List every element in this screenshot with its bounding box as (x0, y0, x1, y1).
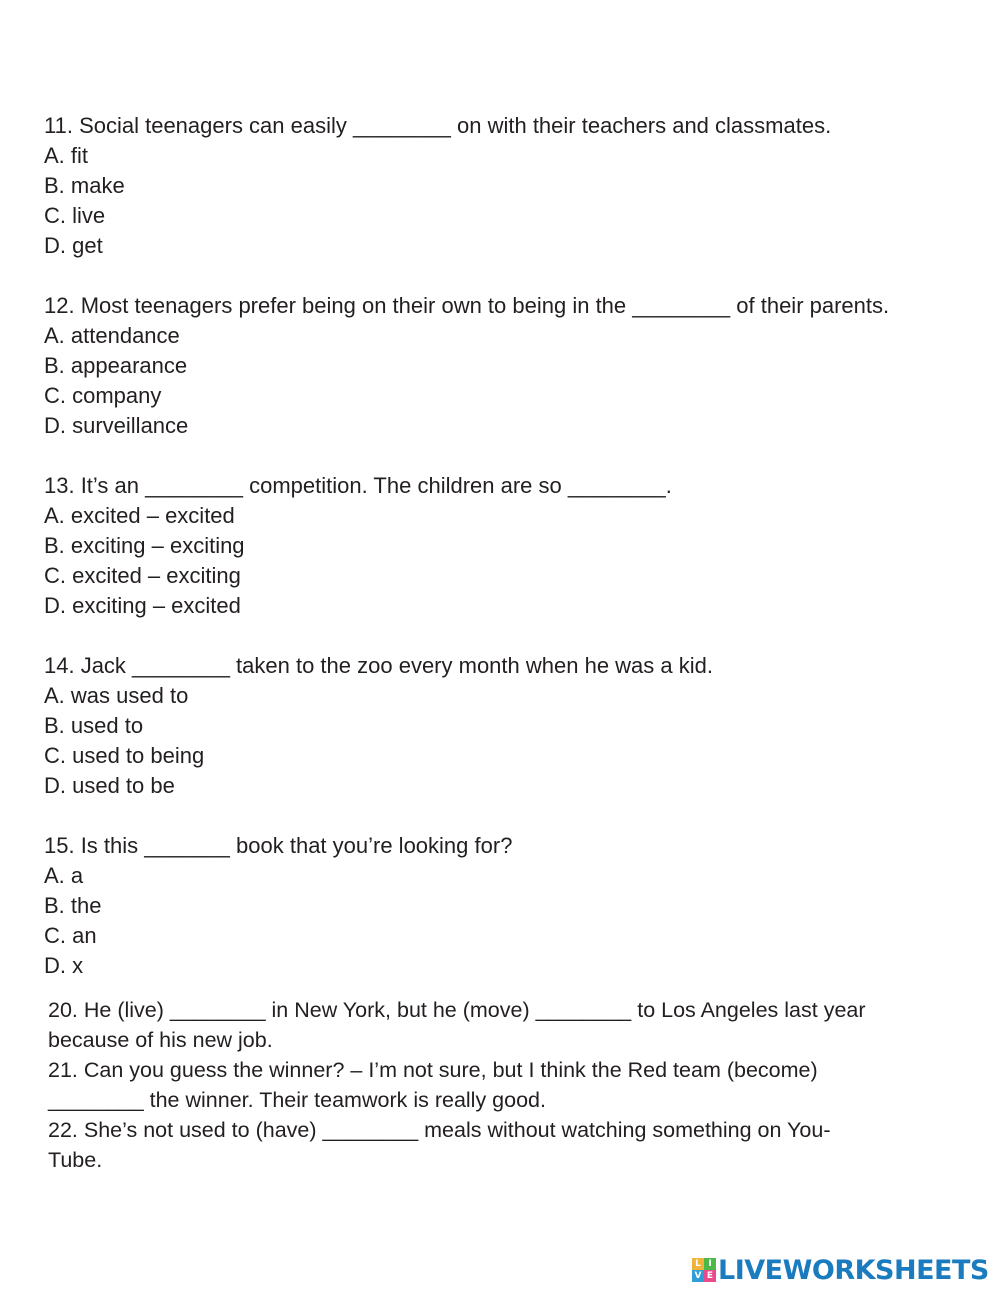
question-12 (44, 291, 989, 441)
question-14 (44, 651, 989, 801)
option-c: C. excited – exciting (44, 563, 241, 588)
question-stem: 13. It’s an ________ competition. The children are so ________. (44, 473, 672, 498)
question-21-line-1: 21. Can you guess the winner? – I’m not sure, but I think the Red team (become) (48, 1058, 818, 1082)
logo-letter-e: E (704, 1270, 716, 1282)
question-11 (44, 111, 989, 261)
worksheet (44, 111, 989, 1011)
logo-letter-v: V (692, 1270, 704, 1282)
option-b: B. used to (44, 713, 144, 738)
question-stem: 11. Social teenagers can easily ________ on with their teachers and classmates. (44, 113, 832, 138)
option-c: C. live (44, 203, 106, 228)
option-a: A. was used to (44, 683, 189, 708)
option-a: A. attendance (44, 323, 180, 348)
question-21-line-2: ________ the winner. Their teamwork is really good. (48, 1088, 546, 1112)
liveworksheets-logo-icon (692, 1258, 716, 1282)
option-c: C. company (44, 383, 162, 408)
option-d: D. exciting – excited (44, 593, 241, 618)
option-b: B. exciting – exciting (44, 533, 245, 558)
option-d: D. surveillance (44, 413, 189, 438)
option-b: B. make (44, 173, 125, 198)
brand-wordmark: LIVEWORKSHEETS (718, 1254, 989, 1286)
liveworksheets-brand (692, 1254, 989, 1286)
question-stem: 14. Jack ________ taken to the zoo every month when he was a kid. (44, 653, 713, 678)
question-stem: 15. Is this _______ book that you’re looking for? (44, 833, 513, 858)
question-15 (44, 831, 989, 981)
question-22-line-1: 22. She’s not used to (have) ________ meals without watching something on You- (48, 1118, 831, 1142)
option-b: B. appearance (44, 353, 188, 378)
verb-tense-exercise (48, 995, 908, 1175)
option-a: A. fit (44, 143, 89, 168)
option-a: A. a (44, 863, 84, 888)
option-c: C. used to being (44, 743, 205, 768)
question-stem: 12. Most teenagers prefer being on their own to being in the ________ of their parents. (44, 293, 890, 318)
option-d: D. x (44, 953, 84, 978)
option-b: B. the (44, 893, 102, 918)
option-d: D. used to be (44, 773, 175, 798)
question-13 (44, 471, 989, 621)
question-20-line-1: 20. He (live) ________ in New York, but he (move) ________ to Los Angeles last year (48, 998, 866, 1022)
question-20-line-2: because of his new job. (48, 1028, 273, 1052)
logo-letter-i: I (704, 1258, 716, 1270)
option-c: C. an (44, 923, 97, 948)
option-a: A. excited – excited (44, 503, 235, 528)
option-d: D. get (44, 233, 103, 258)
logo-letter-l: L (692, 1258, 704, 1270)
question-22-line-2: Tube. (48, 1148, 103, 1172)
